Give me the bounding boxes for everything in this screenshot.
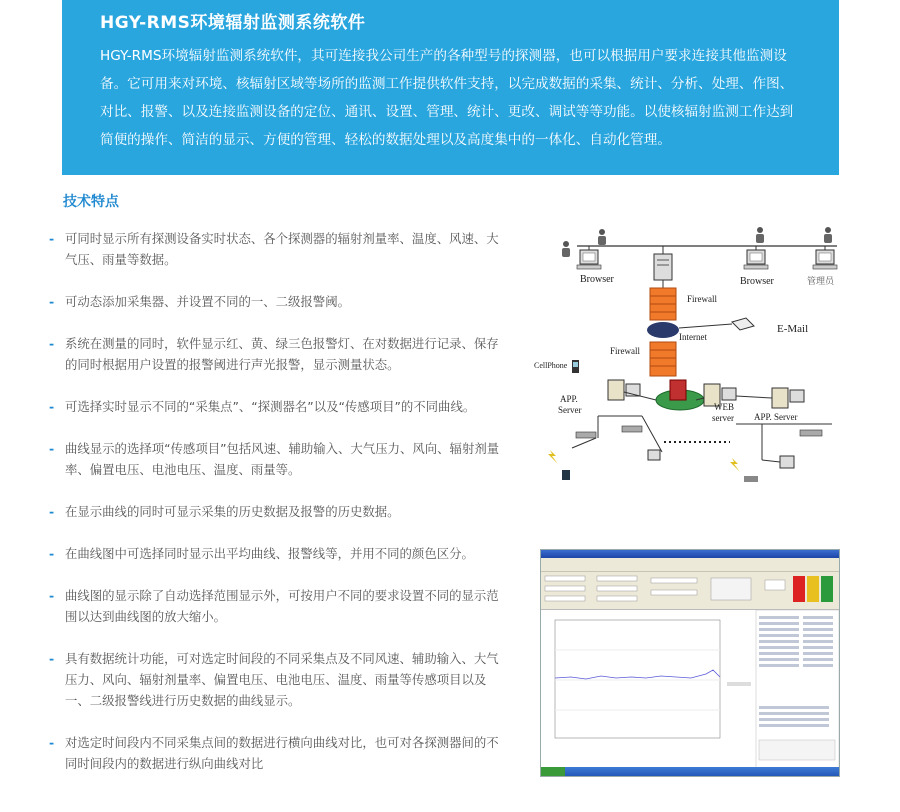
taskbar (541, 767, 839, 776)
feature-item: - 可同时显示所有探测设备实时状态、各个探测器的辐射剂量率、温度、风速、大气压、雨量等数据。 (49, 228, 509, 270)
email-label: E-Mail (777, 323, 809, 335)
start-button-icon (541, 767, 565, 776)
device-icon (800, 430, 822, 436)
server-icon (654, 254, 672, 280)
firewall-icon (650, 342, 676, 376)
device-icon (622, 426, 642, 432)
software-screenshot (540, 549, 840, 777)
browser-label: Browser (580, 274, 614, 285)
banner-description: HGY-RMS环境辐射监测系统软件，其可连接我公司生产的各种型号的探测器，也可以根据用户要求连接其他监测设备。它可用来对环境、核辐射区域等场所的监测工作提供软件支持，以完成数据的采集、统计、分析、处理、作图、对比、报警、以及连接监测设备的定位、通讯、设置、管理、统计、更改、调试等等功能。以使核辐射监测工作达到简便的操作、简洁的显示、方便的管理、轻松的数据处理以及高度集中的一体化、自动化管理。 (100, 48, 794, 148)
feature-item: - 具有数据统计功能，可对选定时间段的不同采集点及不同风速、辅助输入、大气压力、风向、辐射剂量率、偏置电压、电池电压、温度、雨量等传感项目以及一、二级报警线进行历史数据的曲线显示。 (49, 648, 509, 711)
app-server-label: Server (558, 405, 582, 415)
window-toolbar (541, 558, 839, 572)
browser-computer-icon (577, 250, 601, 269)
internet-cloud-icon (647, 322, 679, 338)
internet-label: Internet (679, 332, 707, 342)
browser-computer-icon (744, 250, 768, 269)
browser-computer-icon (813, 250, 837, 269)
cellphone-icon (572, 360, 579, 373)
feature-item: - 曲线显示的选择项“传感项目”包括风速、辅助输入、大气压力、风向、辐射剂量率、偏置电压、电池电压、温度、雨量等。 (49, 438, 509, 480)
email-icon (732, 318, 754, 330)
core-server-icon (670, 380, 686, 400)
user-icon (824, 227, 832, 243)
web-server-label: WEB (714, 402, 734, 412)
feature-item: - 可动态添加采集器、并设置不同的一、二级报警阈。 (49, 291, 509, 312)
device-icon (576, 432, 596, 438)
firewall-label: Firewall (610, 346, 640, 356)
firewall-icon (650, 288, 676, 320)
user-icon (562, 241, 570, 257)
app-server-icon (608, 380, 640, 400)
intro-banner (62, 0, 839, 175)
app-server-icon (772, 388, 804, 408)
user-icon (598, 229, 606, 245)
feature-item: - 曲线图的显示除了自动选择范围显示外，可按用户不同的要求设置不同的显示范围以达到曲线图的放大缩小。 (49, 585, 509, 627)
section-title: 技术特点 (63, 194, 119, 210)
lightning-icon (730, 458, 740, 472)
firewall-label: Firewall (687, 294, 717, 304)
sensor-icon (744, 476, 758, 482)
feature-item: - 可选择实时显示不同的“采集点”、“探测器名”以及“传感项目”的不同曲线。 (49, 396, 509, 417)
app-server-label: APP. Server (754, 412, 798, 422)
browser-label: Browser (740, 276, 774, 287)
web-server-label: server (712, 413, 734, 423)
cellphone-label: CellPhone (534, 361, 568, 370)
feature-item: - 对选定时间段内不同采集点间的数据进行横向曲线对比，也可对各探测器间的不同时间段内的数据进行纵向曲线对比 (49, 732, 509, 774)
detector-icon (780, 456, 794, 468)
sensor-icon (562, 470, 570, 480)
banner-title: HGY-RMS环境辐射监测系统软件 (100, 13, 366, 33)
feature-item: - 系统在测量的同时，软件显示红、黄、绿三色报警灯、在对数据进行记录、保存的同时根据用户设置的报警阈进行声光报警，显示测量状态。 (49, 333, 509, 375)
window-titlebar (541, 550, 839, 558)
feature-item: - 在显示曲线的同时可显示采集的历史数据及报警的历史数据。 (49, 501, 509, 522)
network-topology-diagram (532, 220, 844, 490)
curve-chart-area (541, 610, 839, 770)
lightning-icon (548, 450, 558, 464)
feature-item: - 在曲线图中可选择同时显示出平均曲线、报警线等，并用不同的颜色区分。 (49, 543, 509, 564)
app-server-label: APP. (560, 394, 578, 404)
admin-label: 管理员 (807, 277, 835, 287)
user-icon (756, 227, 764, 243)
feature-list (49, 228, 509, 795)
detector-icon (648, 450, 660, 460)
window-controls-panel (541, 572, 839, 610)
